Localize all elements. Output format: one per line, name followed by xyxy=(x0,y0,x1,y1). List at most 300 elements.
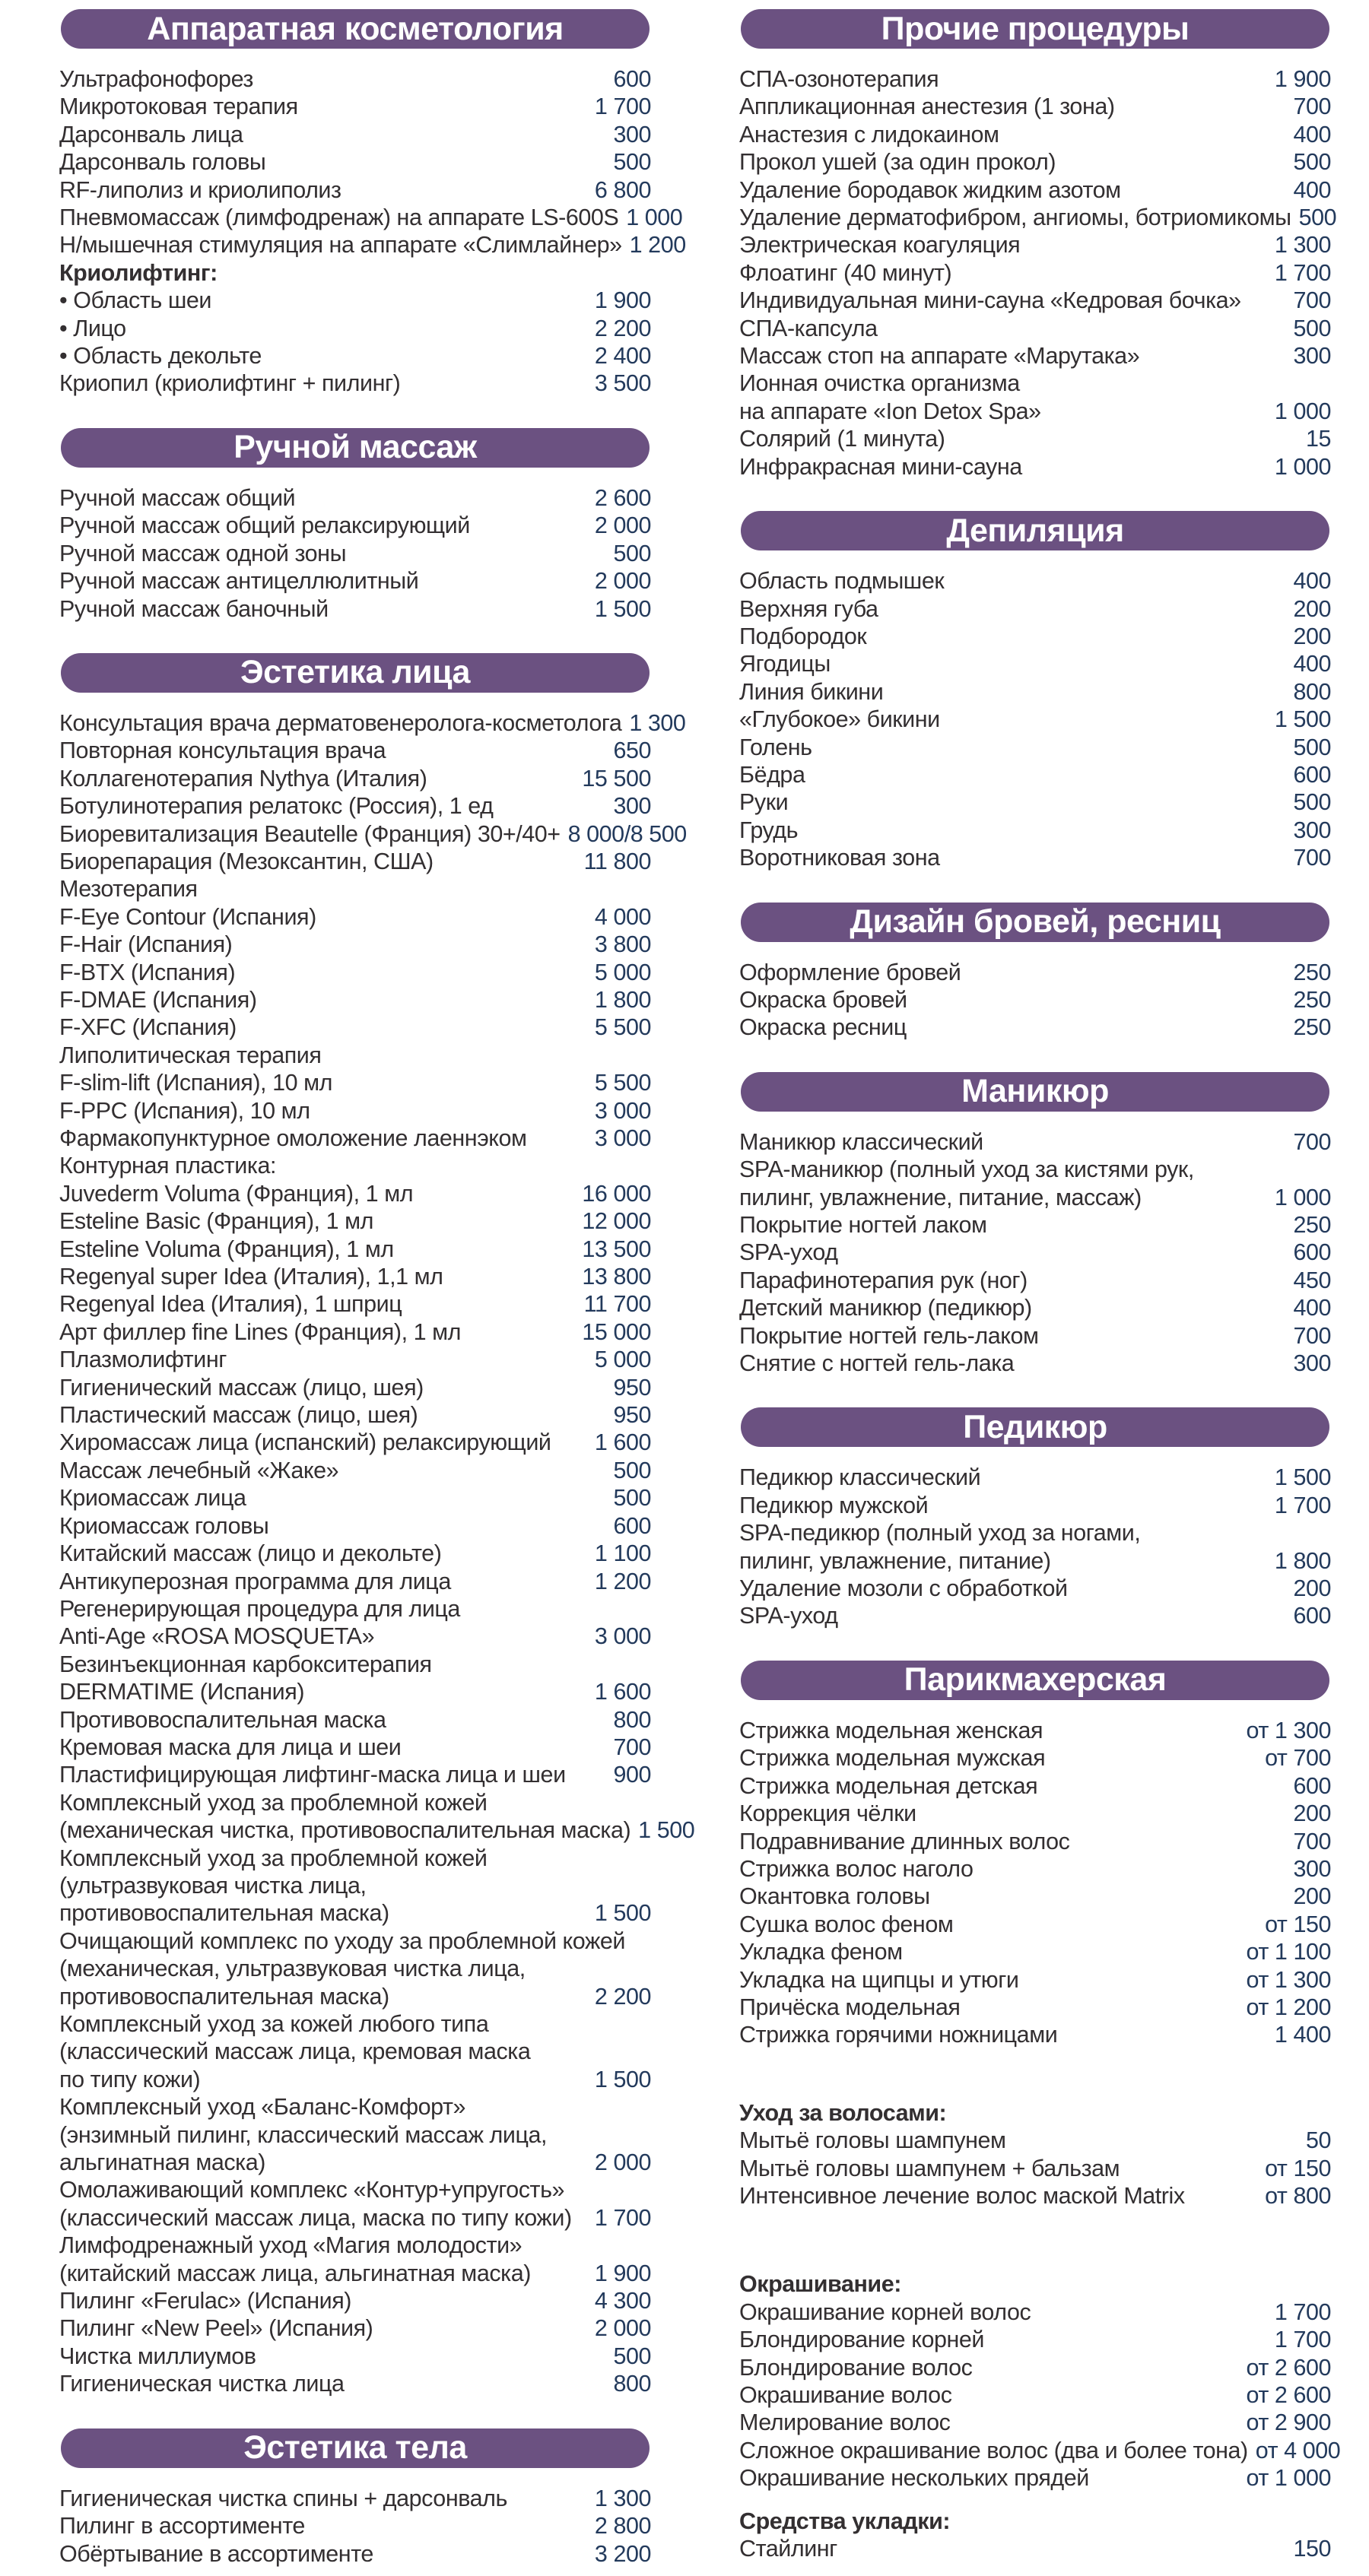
service-price: 1 500 xyxy=(594,595,651,622)
price-row xyxy=(59,1042,651,1069)
price-row xyxy=(59,1595,651,1623)
service-price: 1 000 xyxy=(626,205,683,231)
service-name: Пневмомассаж (лимфодренаж) на аппарате LS-600S xyxy=(59,205,619,231)
service-name: Биоревитализация Beautelle (Франция) 30+/40+ xyxy=(59,820,561,847)
price-section xyxy=(59,428,651,623)
price-row xyxy=(739,1938,1331,1965)
price-row xyxy=(739,2127,1331,2154)
service-name: на аппарате «Ion Detox Spa» xyxy=(739,398,1041,424)
service-name: Дарсонваль лица xyxy=(59,121,243,148)
price-row xyxy=(739,1717,1331,1744)
price-row xyxy=(59,1568,651,1595)
service-price: 1 300 xyxy=(1274,232,1331,259)
service-price: 1 900 xyxy=(594,2260,651,2286)
service-price: 16 000 xyxy=(582,1180,651,1207)
service-name: Укладка на щипцы и утюги xyxy=(739,1966,1019,1993)
service-name: Криопил (криолифтинг + пилинг) xyxy=(59,370,401,397)
service-price: 900 xyxy=(613,1762,651,1788)
service-name: Укладка феном xyxy=(739,1939,903,1965)
price-row xyxy=(739,2021,1331,2048)
service-name: Мытьё головы шампунем + бальзам xyxy=(739,2155,1120,2181)
service-price: 2 200 xyxy=(594,1983,651,2010)
price-row xyxy=(59,2204,651,2232)
service-name: Плазмолифтинг xyxy=(59,1347,227,1373)
price-row xyxy=(59,2343,651,2370)
service-name: Удаление мозоли с обработкой xyxy=(739,1575,1068,1602)
price-row xyxy=(59,2066,651,2093)
service-price: 500 xyxy=(1293,789,1331,816)
service-name: (китайский массаж лица, альгинатная маска) xyxy=(59,2260,531,2286)
price-row xyxy=(739,1547,1331,1575)
service-name: Стрижка модельная женская xyxy=(739,1717,1043,1743)
service-price: от 2 600 xyxy=(1246,2382,1331,2408)
service-price: 600 xyxy=(1293,1239,1331,1266)
service-name: Окраска ресниц xyxy=(739,1014,907,1041)
service-name: (классический массаж лица, маска по типу кожи) xyxy=(59,2204,572,2231)
service-price: 11 700 xyxy=(583,1291,651,1318)
service-price: 950 xyxy=(613,1402,651,1429)
price-row xyxy=(739,678,1331,706)
service-price: 1 800 xyxy=(594,986,651,1013)
price-row xyxy=(739,231,1331,259)
service-name: Массаж лечебный «Жаке» xyxy=(59,1457,339,1483)
section-header: Парикмахерская xyxy=(741,1661,1329,1700)
service-price: от 1 100 xyxy=(1246,1939,1331,1965)
service-name: Комплексный уход за проблемной кожей xyxy=(59,1789,488,1816)
service-price: 700 xyxy=(1293,287,1331,314)
service-name: Голень xyxy=(739,734,812,760)
service-price: 400 xyxy=(1293,121,1331,148)
price-row xyxy=(59,1540,651,1567)
price-row xyxy=(59,875,651,903)
service-price: 700 xyxy=(613,1734,651,1760)
price-row xyxy=(739,65,1331,93)
service-name: Н/мышечная стимуляция на аппарате «Слимлайнер» xyxy=(59,232,622,259)
price-row xyxy=(739,986,1331,1014)
service-price: 15 000 xyxy=(582,1318,651,1345)
price-row xyxy=(739,1294,1331,1321)
service-name: Удаление дерматофибром, ангиомы, ботриомикомы xyxy=(739,205,1291,231)
service-name: • Область декольте xyxy=(59,343,262,370)
price-row xyxy=(59,176,651,204)
price-row xyxy=(59,709,686,737)
price-row xyxy=(739,2298,1331,2326)
service-price: от 1 300 xyxy=(1246,1966,1331,1993)
service-name: Солярий (1 минута) xyxy=(739,426,945,452)
price-row xyxy=(59,737,651,764)
service-price: 300 xyxy=(1293,1855,1331,1882)
service-name: Безинъекционная карбокситерапия xyxy=(59,1651,432,1677)
service-name: Стрижка горячими ножницами xyxy=(739,2022,1058,2048)
price-row xyxy=(739,1322,1331,1350)
service-name: Воротниковая зона xyxy=(739,845,940,871)
price-row xyxy=(739,844,1331,871)
service-name: Стрижка модельная детская xyxy=(739,1772,1038,1799)
service-name: Снятие с ногтей гель-лака xyxy=(739,1350,1015,1377)
price-row xyxy=(59,1899,651,1927)
price-row xyxy=(739,453,1331,481)
service-name: Мелирование волос xyxy=(739,2409,951,2436)
service-name: Липолитическая терапия xyxy=(59,1042,322,1068)
service-price: от 1 000 xyxy=(1246,2465,1331,2492)
service-name: Обёртывание в ассортименте xyxy=(59,2540,373,2567)
service-name: Ручной массаж баночный xyxy=(59,595,329,622)
service-price: 200 xyxy=(1293,623,1331,649)
service-price: 1 500 xyxy=(638,1817,695,1844)
service-name: Пилинг в ассортименте xyxy=(59,2513,305,2540)
price-row xyxy=(59,2287,651,2314)
price-row xyxy=(739,2464,1331,2492)
price-row xyxy=(739,342,1331,370)
service-name: Хиромассаж лица (испанский) релаксирующий xyxy=(59,1429,551,1456)
price-row xyxy=(739,734,1331,761)
price-row xyxy=(59,2149,651,2176)
service-price: 3 000 xyxy=(594,1623,651,1650)
service-price: 3 200 xyxy=(594,2540,651,2567)
service-name: Коллагенотерапия Nythya (Италия) xyxy=(59,765,427,792)
service-price: 500 xyxy=(613,540,651,566)
price-row xyxy=(59,2485,651,2512)
price-row xyxy=(59,1457,651,1484)
service-name: F-PPC (Испания), 10 мл xyxy=(59,1097,310,1124)
section-header: Дизайн бровей, ресниц xyxy=(741,903,1329,942)
service-price: 700 xyxy=(1293,1128,1331,1155)
service-price: 1 700 xyxy=(1274,2327,1331,2353)
service-name: • Область шеи xyxy=(59,287,211,314)
price-row xyxy=(739,1350,1331,1377)
price-row xyxy=(739,1772,1331,1800)
price-row xyxy=(59,986,651,1014)
service-name: Криомассаж лица xyxy=(59,1485,246,1512)
service-price: 500 xyxy=(1298,205,1337,231)
price-row xyxy=(739,761,1331,788)
price-row xyxy=(59,1872,651,1899)
service-name: Окрашивание корней волос xyxy=(739,2298,1031,2325)
service-price: 1 800 xyxy=(1274,1547,1331,1574)
price-row xyxy=(739,1519,1331,1547)
price-row xyxy=(59,1789,651,1816)
service-name: Блондирование волос xyxy=(739,2354,973,2381)
service-name: Интенсивное лечение волос маской Matrix xyxy=(739,2182,1185,2209)
service-price: 1 000 xyxy=(1274,453,1331,480)
service-price: 1 900 xyxy=(1274,66,1331,92)
service-price: 700 xyxy=(1293,94,1331,120)
service-price: 1 200 xyxy=(629,232,686,259)
service-price: 1 400 xyxy=(1274,2022,1331,2048)
service-name: Ручной массаж общий xyxy=(59,484,296,511)
price-row xyxy=(59,1651,651,1678)
service-price: 13 800 xyxy=(582,1264,651,1290)
price-row xyxy=(739,1156,1331,1183)
price-row xyxy=(739,315,1331,342)
price-row xyxy=(59,1484,651,1512)
price-row xyxy=(59,2038,651,2065)
service-price: 1 700 xyxy=(594,94,651,120)
service-name: Окрашивание: xyxy=(739,2271,901,2298)
price-row xyxy=(739,567,1331,595)
service-price: 200 xyxy=(1293,1800,1331,1827)
service-name: Область подмышек xyxy=(739,568,945,595)
section-rows xyxy=(739,959,1331,1042)
price-row xyxy=(59,1401,651,1429)
price-row xyxy=(739,817,1331,844)
service-name: Стайлинг xyxy=(739,2536,837,2562)
price-row xyxy=(739,2099,1331,2127)
service-price: 2 800 xyxy=(594,2513,651,2540)
service-price: 300 xyxy=(1293,1350,1331,1377)
service-price: 600 xyxy=(1293,1603,1331,1629)
price-row xyxy=(59,259,651,287)
service-price: 600 xyxy=(613,66,651,92)
service-price: 1 500 xyxy=(1274,706,1331,733)
price-row xyxy=(59,1816,695,1844)
service-name: F-Eye Contour (Испания) xyxy=(59,903,316,930)
service-name: Комплексный уход за кожей любого типа xyxy=(59,2011,489,2037)
service-name: SPA-педикюр (полный уход за ногами, xyxy=(739,1520,1141,1547)
price-row xyxy=(59,903,651,931)
service-name: Окантовка головы xyxy=(739,1883,930,1910)
price-row xyxy=(739,788,1331,816)
price-section xyxy=(739,511,1331,871)
price-row xyxy=(59,820,687,848)
service-name: по типу кожи) xyxy=(59,2066,201,2092)
service-name: Массаж стоп на аппарате «Марутака» xyxy=(739,343,1140,370)
price-row xyxy=(739,2182,1331,2210)
service-name: Комплексный уход «Баланс-Комфорт» xyxy=(59,2094,465,2121)
price-row xyxy=(59,1097,651,1125)
service-price: 1 600 xyxy=(594,1679,651,1705)
service-name: Арт филлер fine Lines (Франция), 1 мл xyxy=(59,1318,462,1345)
price-row xyxy=(739,176,1331,204)
price-section xyxy=(739,903,1331,1042)
service-price: 600 xyxy=(613,1512,651,1539)
service-price: 300 xyxy=(1293,817,1331,843)
service-price: 500 xyxy=(613,2343,651,2369)
price-section xyxy=(59,653,695,2398)
service-price: 300 xyxy=(1293,343,1331,370)
service-name: (энзимный пилинг, классический массаж лица, xyxy=(59,2121,548,2148)
service-price: 3 000 xyxy=(594,1097,651,1124)
service-price: 600 xyxy=(1293,761,1331,788)
section-rows xyxy=(59,709,695,2398)
price-row xyxy=(739,2535,1331,2562)
service-price: 400 xyxy=(1293,176,1331,203)
service-price: 1 200 xyxy=(594,1568,651,1594)
price-row xyxy=(739,425,1331,452)
service-name: Парафинотерапия рук (ног) xyxy=(739,1267,1028,1293)
service-name: Гигиеническая чистка спины + дарсонваль xyxy=(59,2485,507,2511)
service-name: Покрытие ногтей лаком xyxy=(739,1212,987,1238)
price-row xyxy=(59,287,651,314)
service-name: Пластифицирующая лифтинг-маска лица и шеи xyxy=(59,1762,566,1788)
service-name: Антикуперозная программа для лица xyxy=(59,1568,451,1594)
service-name: Оформление бровей xyxy=(739,959,961,985)
service-name: F-BTX (Испания) xyxy=(59,959,236,985)
service-name: Окрашивание волос xyxy=(739,2382,952,2408)
service-price: 1 700 xyxy=(594,2204,651,2231)
service-price: 1 700 xyxy=(1274,1492,1331,1518)
service-price: 2 400 xyxy=(594,343,651,370)
price-row xyxy=(59,484,651,512)
service-name: Juvederm Voluma (Франция), 1 мл xyxy=(59,1180,414,1207)
service-price: 1 300 xyxy=(629,709,686,736)
service-name: Средства укладки: xyxy=(739,2508,951,2534)
price-row xyxy=(59,931,651,958)
service-name: Контурная пластика: xyxy=(59,1153,276,1179)
price-row xyxy=(739,1828,1331,1855)
price-section xyxy=(739,1072,1331,1378)
price-row xyxy=(59,1955,651,1982)
section-rows xyxy=(739,65,1337,481)
service-price: 450 xyxy=(1293,1267,1331,1293)
service-name: Омолаживающий комплекс «Контур+упругость» xyxy=(59,2177,565,2203)
service-price: 5 000 xyxy=(594,1347,651,1373)
price-row xyxy=(739,1128,1331,1156)
price-row xyxy=(59,2512,651,2540)
price-row xyxy=(739,1239,1331,1266)
service-price: 15 500 xyxy=(582,765,651,792)
service-name: Пластический массаж (лицо, шея) xyxy=(59,1402,418,1429)
price-row xyxy=(59,1207,651,1235)
section-header: Прочие процедуры xyxy=(741,9,1329,49)
price-row xyxy=(59,2314,651,2342)
service-name: Ручной массаж одной зоны xyxy=(59,540,347,566)
service-name: Esteline Basic (Франция), 1 мл xyxy=(59,1208,373,1235)
service-name: Криомассаж головы xyxy=(59,1512,269,1539)
service-price: 200 xyxy=(1293,595,1331,622)
service-price: 950 xyxy=(613,1374,651,1401)
service-price: 500 xyxy=(613,1457,651,1483)
service-price: 250 xyxy=(1293,959,1331,985)
service-price: 150 xyxy=(1293,2536,1331,2562)
section-rows xyxy=(739,1128,1331,1378)
service-price: 1 700 xyxy=(1274,2298,1331,2325)
service-price: 400 xyxy=(1293,1295,1331,1321)
service-name: Уход за волосами: xyxy=(739,2099,947,2126)
service-name: (классический массаж лица, кремовая маска xyxy=(59,2038,531,2065)
service-name: Анастезия с лидокаином xyxy=(739,121,999,148)
service-name: Микротоковая терапия xyxy=(59,94,298,120)
price-row xyxy=(739,1911,1331,1938)
service-price: 5 500 xyxy=(594,1070,651,1096)
service-price: от 1 200 xyxy=(1246,1994,1331,2020)
service-price: от 700 xyxy=(1265,1745,1331,1772)
price-row xyxy=(59,848,651,875)
section-header: Эстетика лица xyxy=(61,653,650,693)
service-price: 650 xyxy=(613,738,651,764)
price-row xyxy=(739,706,1331,733)
service-name: Ягодицы xyxy=(739,651,831,677)
price-row xyxy=(739,2437,1341,2464)
service-name: Окраска бровей xyxy=(739,986,907,1013)
price-row xyxy=(739,2508,1331,2535)
price-row xyxy=(739,1267,1331,1294)
price-row xyxy=(59,1125,651,1152)
service-name: Противовоспалительная маска xyxy=(59,1706,386,1733)
service-name: Подбородок xyxy=(739,623,867,649)
price-row xyxy=(739,2354,1331,2381)
service-price: 500 xyxy=(1293,734,1331,760)
price-row xyxy=(739,1464,1331,1491)
price-row xyxy=(59,342,651,370)
service-price: 12 000 xyxy=(582,1208,651,1235)
price-row xyxy=(739,1602,1331,1629)
service-name: Regenyal super Idea (Италия), 1,1 мл xyxy=(59,1264,443,1290)
price-row xyxy=(739,93,1331,120)
service-name: • Лицо xyxy=(59,315,126,341)
service-name: Кремовая маска для лица и шеи xyxy=(59,1734,402,1760)
service-price: 1 600 xyxy=(594,1429,651,1456)
service-price: от 800 xyxy=(1265,2182,1331,2209)
service-price: 500 xyxy=(613,1485,651,1512)
price-row xyxy=(739,2155,1331,2182)
service-name: СПА-капсула xyxy=(739,315,878,341)
section-header: Депиляция xyxy=(741,511,1329,550)
service-price: 6 800 xyxy=(594,176,651,203)
service-name: Мезотерапия xyxy=(59,876,198,903)
price-row xyxy=(59,1346,651,1373)
price-row xyxy=(59,1236,651,1263)
service-name: Прокол ушей (за один прокол) xyxy=(739,149,1056,176)
service-name: Дарсонваль головы xyxy=(59,149,266,176)
service-price: 2 000 xyxy=(594,568,651,595)
service-name: Ботулинотерапия релатокс (Россия), 1 ед xyxy=(59,793,494,820)
service-price: 2 200 xyxy=(594,315,651,341)
service-price: от 150 xyxy=(1265,1911,1331,1937)
service-price: 5 000 xyxy=(594,959,651,985)
service-name: RF-липолиз и криолиполиз xyxy=(59,176,341,203)
service-name: Индивидуальная мини-сауна «Кедровая бочка» xyxy=(739,287,1241,314)
service-name: Ионная очистка организма xyxy=(739,370,1020,397)
price-row xyxy=(59,93,651,120)
service-name: Гигиенический массаж (лицо, шея) xyxy=(59,1374,424,1401)
section-rows xyxy=(59,65,686,398)
price-row xyxy=(59,315,651,342)
price-row xyxy=(739,1994,1331,2021)
price-row xyxy=(739,204,1337,231)
service-price: от 4 000 xyxy=(1255,2437,1341,2463)
service-name: Мытьё головы шампунем xyxy=(739,2127,1006,2154)
service-price: 3 000 xyxy=(594,1125,651,1151)
price-row xyxy=(739,287,1331,314)
service-name: Ручной массаж общий релаксирующий xyxy=(59,512,470,539)
service-price: 200 xyxy=(1293,1575,1331,1602)
service-name: Стрижка волос наголо xyxy=(739,1855,974,1882)
service-price: 1 700 xyxy=(1274,259,1331,286)
section-header: Ручной массаж xyxy=(61,428,650,468)
price-row xyxy=(59,65,651,93)
service-name: Консультация врача дерматовенеролога-косметолога xyxy=(59,709,622,736)
service-name: SPA-уход xyxy=(739,1239,838,1266)
price-section xyxy=(59,9,686,398)
service-price: 700 xyxy=(1293,845,1331,871)
service-name: Электрическая коагуляция xyxy=(739,232,1021,259)
service-name: Детский маникюр (педикюр) xyxy=(739,1295,1032,1321)
service-name: Регенерирующая процедура для лица xyxy=(59,1595,460,1622)
price-section xyxy=(739,9,1337,481)
service-name: Окрашивание нескольких прядей xyxy=(739,2465,1089,2492)
service-name: Комплексный уход за проблемной кожей xyxy=(59,1845,488,1871)
service-price: 3 500 xyxy=(594,370,651,397)
price-row xyxy=(59,2121,651,2149)
price-row xyxy=(739,121,1331,148)
service-name: F-slim-lift (Испания), 10 мл xyxy=(59,1070,332,1096)
service-name: Пилинг «Ferulac» (Испания) xyxy=(59,2288,351,2314)
price-row xyxy=(739,1744,1331,1772)
service-name: альгинатная маска) xyxy=(59,2149,265,2176)
price-row xyxy=(59,1734,651,1761)
service-name: СПА-озонотерапия xyxy=(739,66,939,92)
